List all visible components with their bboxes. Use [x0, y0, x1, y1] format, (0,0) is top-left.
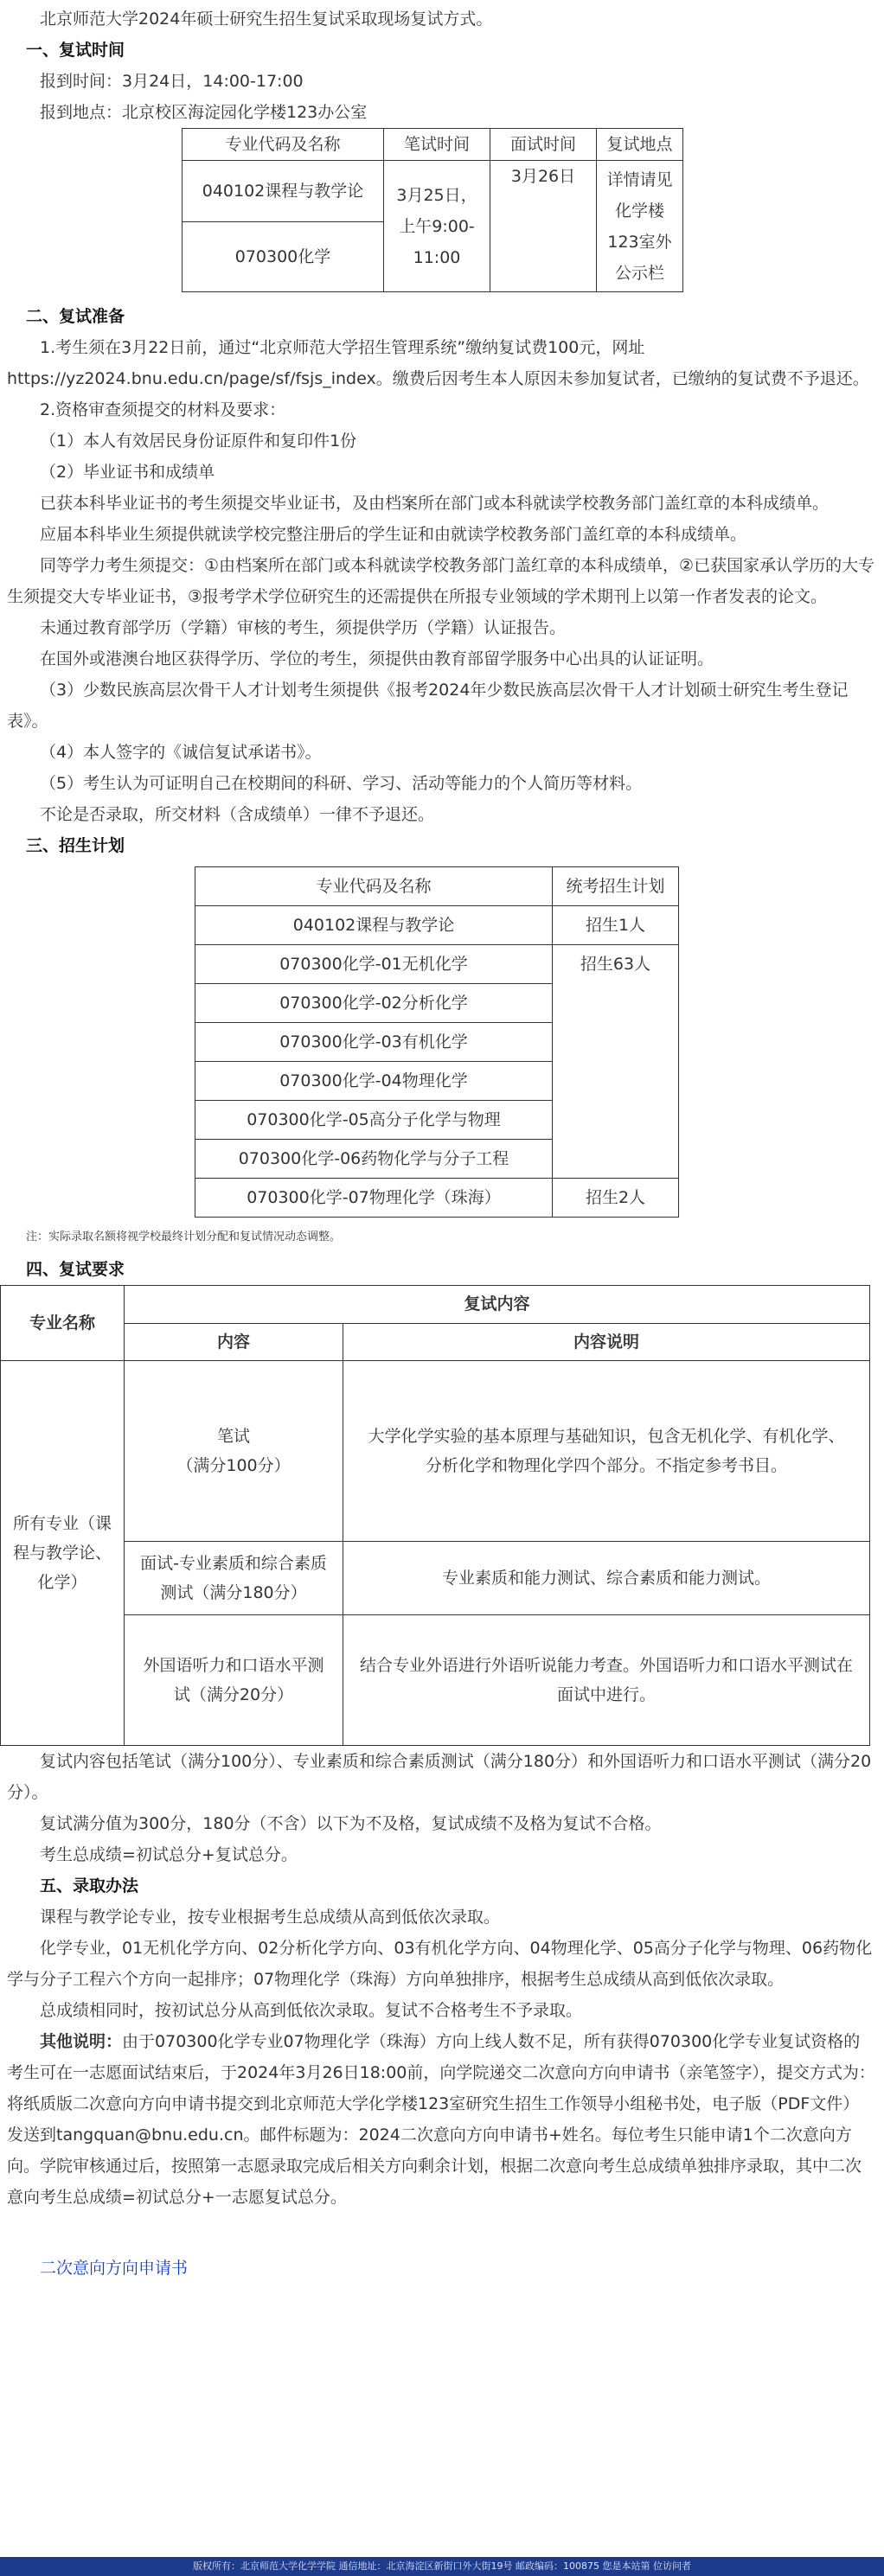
section-2-title: 二、复试准备 — [26, 307, 125, 326]
report-time: 报到时间：3月24日，14:00-17:00 — [40, 72, 304, 91]
plan-row: 070300化学-03有机化学 — [195, 1023, 553, 1062]
plan-row: 070300化学-01无机化学 — [195, 945, 553, 984]
plan-table — [195, 866, 679, 1218]
th-interview: 面试时间 — [490, 129, 597, 161]
req-written-desc: 大学化学实验的基本原理与基础知识，包含无机化学、有机化学、分析化学和物理化学四个部分。不指定参考书目。 — [343, 1361, 870, 1542]
requirements-table — [0, 1285, 870, 1746]
req-interview: 面试-专业素质和综合素质测试（满分180分） — [125, 1542, 343, 1615]
plan-count-3: 招生2人 — [553, 1179, 679, 1218]
s4-p3: 考生总成绩=初试总分+复试总分。 — [40, 1845, 298, 1864]
s2-p7: 同等学力考生须提交：①由档案所在部门或本科就读学校教务部门盖红章的本科成绩单，②已获国家承认学历的大专生须提交大专毕业证书，③报考学术学位研究生的还需提供在所报专业领域的学术期刊上以第一作者发表的论文。 — [7, 556, 875, 606]
section-4-title: 四、复试要求 — [26, 1260, 125, 1279]
plan-row: 070300化学-06药物化学与分子工程 — [195, 1140, 553, 1179]
req-written-score: （满分100分） — [176, 1456, 291, 1475]
req-written-label: 笔试 — [216, 1427, 250, 1446]
s2-p9: 在国外或港澳台地区获得学历、学位的考生，须提供由教育部留学服务中心出具的认证证明。 — [40, 649, 714, 668]
section-5-title: 五、录取办法 — [40, 1876, 139, 1895]
footer: 版权所有：北京师范大学化学学院 通信地址：北京海淀区新街口外大街19号 邮政编码：100875 您是本站第 位访问者 — [0, 2557, 884, 2576]
req-major: 所有专业（课程与教学论、化学） — [1, 1361, 125, 1746]
schedule-major-1: 040102课程与教学论 — [183, 161, 384, 222]
written-time: 3月25日，上午9:00-11:00 — [384, 161, 490, 292]
req-interview-desc: 专业素质和能力测试、综合素质和能力测试。 — [343, 1542, 870, 1615]
s2-p12: （5）考生认为可证明自己在校期间的科研、学习、活动等能力的个人简历等材料。 — [40, 774, 643, 793]
req-th-content: 复试内容 — [125, 1286, 870, 1324]
req-th-major: 专业名称 — [1, 1286, 125, 1361]
s2-p13: 不论是否录取，所交材料（含成绩单）一律不予退还。 — [40, 805, 435, 824]
plan-row: 070300化学-07物理化学（珠海） — [195, 1179, 553, 1218]
s2-p11: （4）本人签字的《诚信复试承诺书》。 — [40, 743, 322, 762]
other-text: 由于070300化学专业07物理化学（珠海）方向上线人数不足，所有获得070300化学专业复试资格的考生可在一志愿面试结束后，于2024年3月26日18:00前，向学院递交二次意向方向申请书（亲笔签字），提交方式为：将纸质版二次意向方向申请书提交到北京师范大学化学楼123室研究生招生工作领导小组秘书处，电子版（PDF文件）发送到tangquan@bnu.edu.cn。邮件标题为：2024二次意向方向申请书+姓名。每位考生只能申请1个二次意向方向。学院审核通过后，按照第一志愿录取完成后相关方向剩余计划，根据二次意向考生总成绩单独排序录取，其中二次意向考生总成绩=初试总分+一志愿复试总分。 — [7, 2032, 875, 2207]
schedule-major-2: 070300化学 — [183, 222, 384, 292]
section-1-title: 一、复试时间 — [26, 41, 125, 60]
application-form-link[interactable]: 二次意向方向申请书 — [40, 2259, 189, 2278]
s2-p6: 应届本科毕业生须提供就读学校完整注册后的学生证和由就读学校教务部门盖红章的本科成绩单。 — [40, 525, 747, 544]
plan-row: 040102课程与教学论 — [195, 906, 553, 945]
req-th-desc: 内容说明 — [343, 1323, 870, 1361]
plan-th-major: 专业代码及名称 — [195, 867, 553, 906]
req-language: 外国语听力和口语水平测试（满分20分） — [125, 1615, 343, 1746]
plan-row: 070300化学-02分析化学 — [195, 984, 553, 1023]
intro: 北京师范大学2024年硕士研究生招生复试采取现场复试方式。 — [40, 10, 493, 29]
s2-p2: 2.资格审查须提交的材料及要求： — [40, 400, 286, 419]
th-place: 复试地点 — [597, 129, 683, 161]
s2-p4: （2）毕业证书和成绩单 — [40, 463, 215, 482]
schedule-table — [182, 128, 683, 292]
s2-p10: （3）少数民族高层次骨干人才计划考生须提供《报考2024年少数民族高层次骨干人才计划硕士研究生考生登记表》。 — [7, 681, 849, 731]
req-th-item: 内容 — [125, 1323, 343, 1361]
s2-p8: 未通过教育部学历（学籍）审核的考生，须提供学历（学籍）认证报告。 — [40, 618, 567, 637]
th-written: 笔试时间 — [384, 129, 490, 161]
other-label: 其他说明： — [40, 2032, 123, 2051]
s5-p3: 总成绩相同时，按初试总分从高到低依次录取。复试不合格考生不予录取。 — [40, 2001, 583, 2020]
plan-th-count: 统考招生计划 — [553, 867, 679, 906]
s5-p4 — [0, 2026, 884, 2213]
s4-p2: 复试满分值为300分，180分（不含）以下为不及格，复试成绩不及格为复试不合格。 — [40, 1814, 662, 1833]
s4-p1: 复试内容包括笔试（满分100分）、专业素质和综合素质测试（满分180分）和外国语听力和口语水平测试（满分20分）。 — [7, 1752, 872, 1802]
plan-count-1: 招生1人 — [553, 906, 679, 945]
s5-p1: 课程与教学论专业，按专业根据考生总成绩从高到低依次录取。 — [40, 1908, 501, 1927]
s2-p1: 1.考生须在3月22日前，通过“北京师范大学招生管理系统”缴纳复试费100元，网址https://yz2024.bnu.edu.cn/page/sf/fsjs_index。缴费后因考生本人原因未参加复试者，已缴纳的复试费不予退还。 — [7, 338, 869, 388]
plan-row: 070300化学-05高分子化学与物理 — [195, 1101, 553, 1140]
interview-time: 3月26日 — [490, 161, 597, 292]
s2-p3: （1）本人有效居民身份证原件和复印件1份 — [40, 431, 357, 451]
plan-count-2: 招生63人 — [553, 945, 679, 1179]
exam-place: 详情请见化学楼123室外公示栏 — [597, 161, 683, 292]
s5-p2: 化学专业，01无机化学方向、02分析化学方向、03有机化学方向、04物理化学、05高分子化学与物理、06药物化学与分子工程六个方向一起排序；07物理化学（珠海）方向单独排序，根据考生总成绩从高到低依次录取。 — [7, 1939, 873, 1989]
report-place: 报到地点：北京校区海淀园化学楼123办公室 — [40, 103, 368, 122]
req-language-desc: 结合专业外语进行外语听说能力考查。外国语听力和口语水平测试在面试中进行。 — [343, 1615, 870, 1746]
section-3-title: 三、招生计划 — [26, 836, 125, 855]
plan-note: 注：实际录取名额将视学校最终计划分配和复试情况动态调整。 — [26, 1230, 342, 1243]
plan-row: 070300化学-04物理化学 — [195, 1062, 553, 1101]
req-written — [125, 1361, 343, 1542]
s2-p5: 已获本科毕业证书的考生须提交毕业证书，及由档案所在部门或本科就读学校教务部门盖红章的本科成绩单。 — [40, 494, 830, 513]
th-major: 专业代码及名称 — [183, 129, 384, 161]
